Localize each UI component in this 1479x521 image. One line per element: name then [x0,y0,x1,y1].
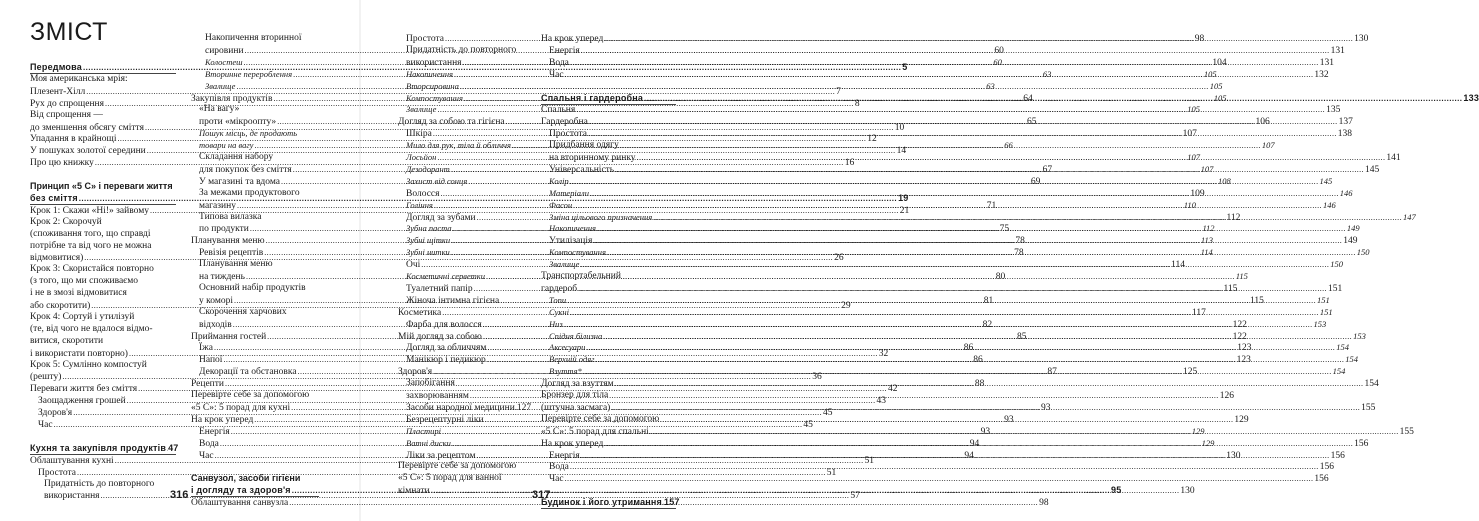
toc-entry-page: 147 [1403,211,1416,222]
toc-entry-page: 98 [1194,34,1205,44]
toc-entry-title: до зменшення обсягу сміття [30,122,144,133]
toc-entry-title: За межами продуктового [199,187,300,198]
toc-entry-page: 87 [1047,367,1057,378]
toc-entry-title: проти «мікроопту» [199,117,277,128]
toc-entry-title: У пошуках золотої середини [30,146,146,157]
toc-entry-page: 109 [1190,188,1205,199]
toc-entry-title: Вторинне перероблення [205,68,293,79]
toc-entry-page: 107 [1261,140,1275,151]
toc-entry-title: Пластирі [406,425,441,436]
toc-entry-page: 64 [1023,93,1033,104]
toc-entry-title: Догляд за собою та гігієна [398,117,505,128]
toc-entry-title: Утилізація [549,236,593,247]
toc-entry-page: 51 [864,455,875,466]
toc-entry-title: Спідня білизна [549,330,603,341]
toc-entry-page: 129 [1201,437,1215,448]
toc-entry-page: 105 [1203,68,1217,79]
dot-leader [587,127,1338,140]
toc-entry-title: Транспортабельний [541,271,621,281]
toc-entry-title: Крок 4: Сортуй і утилізуй [30,311,135,322]
toc-entry-page: 145 [1319,175,1333,186]
toc-entry-page: 88 [974,379,985,390]
toc-entry-title: Манікюр і педикюр [406,355,486,366]
toc-entry-page: 66 [1004,140,1013,151]
toc-entry-title: Зубні нитки [406,247,450,258]
toc-entry-title: Безрецептурні ліки [406,414,484,425]
toc-entry-title: Типова вилазка [199,211,262,222]
toc-entry-title: Від спрощення — [30,109,103,120]
toc-entry-title: Догляд за зубами [406,212,476,223]
toc-entry-title: Перевірте себе за допомогою [191,390,310,400]
toc-entry-page: 36 [812,372,822,383]
toc-entry-title: У магазині та вдома [199,176,280,187]
page-number-right: 317 [532,489,551,501]
toc-entry-title: Напої [199,355,223,366]
toc-entry-page: 130 [1180,486,1195,497]
toc-entry-title: Плезент-Хілл [30,86,86,97]
toc-entry-title: Накопичення вторинної [205,33,302,43]
toc-entry-title: Кухня та закупівля продуктів [30,442,167,453]
toc-entry-page: 86 [963,343,974,354]
toc-entry-title: Закупівля продуктів [191,93,273,104]
toc-entry-title: Ватні диски [406,437,451,448]
toc-entry-title: Вода [199,438,219,449]
toc-entry-page: 43 [876,396,886,407]
toc-entry-title: На крок уперед [541,438,604,449]
toc-entry-title: Колостеш [205,56,243,67]
toc-entry-title: Час [549,69,564,80]
toc-entry-page: 93 [980,426,991,437]
toc-entry-page: 12 [867,134,877,145]
toc-entry-page: 85 [1016,331,1027,342]
toc-entry-title: Вода [549,57,569,68]
toc-entry-title: Простота [38,467,76,478]
toc-entry-title: Заощадження грошей [38,396,126,407]
toc-entry-title: (споживання того, що справді [30,228,151,239]
toc-entry-title: Звалище [205,80,236,91]
toc-entry-page: 105 [1213,92,1227,103]
toc-entry-title: або скоротити) [30,301,91,311]
toc-entry-page: 150 [1356,247,1370,258]
toc-entry-page: 126 [1219,391,1234,401]
toc-entry-page: 7 [836,86,841,97]
toc-entry-title: Лосьйон [406,152,437,162]
toc-entry-page: 156 [1314,474,1329,485]
toc-entry-page: 78 [1015,236,1025,247]
toc-entry-title: Гардеробна [541,117,588,128]
toc-entry-title: по продукти [199,224,249,235]
toc-entry-page: 157 [664,497,680,508]
toc-entry-page: 94 [969,438,980,449]
toc-entry-page: 57 [850,491,860,502]
toc-entry-page: 65 [1027,117,1037,128]
toc-entry-page: 154 [1364,379,1379,390]
toc-entry-page: 114 [1200,247,1213,258]
toc-entry-title: Складання набору [199,152,274,162]
toc-entry-title: Здоров'я [398,367,433,378]
toc-entry-title: Матеріали [549,187,589,198]
toc-entry-page: 138 [1337,129,1353,140]
toc-entry-page: 122 [1232,331,1247,342]
toc-entry-title: Догляд за взуттям [541,379,614,390]
toc-entry-title: Зубні щітки [406,235,451,246]
toc-entry-page: 130 [1354,34,1369,44]
toc-entry-title: сировини [205,45,244,56]
toc-entry-page: 63 [986,80,995,91]
toc-entry-page: 156 [1319,462,1334,473]
toc-entry-page: 131 [1330,45,1345,56]
toc-entry-title: на тиждень [199,272,245,282]
toc-entry-title: відмовитися) [30,253,84,264]
toc-entry-page: 67 [1042,164,1053,175]
toc-entry-title: Туалетний папір [406,283,473,294]
toc-entry-title: гардероб [541,283,578,294]
toc-entry-title: Універсальність [549,164,615,175]
toc-entry-title: Крок 2: Скорочуй [30,216,102,227]
toc-entry-title: Пошук місць, де продають [199,128,298,139]
toc-entry-page: 129 [1234,414,1249,425]
toc-entry-title: «5 С»: 5 порад для спальні [541,426,649,437]
toc-entry-page: 151 [1327,283,1343,294]
toc-entry-title: і використати повторно) [30,348,128,359]
toc-entry-title: «На вагу» [199,104,240,115]
toc-entry-title: Енергія [549,45,580,56]
toc-entry-title: використання [406,57,462,68]
toc-entry-page: 45 [823,408,833,419]
toc-entry-title: Крок 1: Скажи «Ні!» зайвому [30,205,149,216]
toc-entry-page: 115 [1235,271,1248,281]
toc-entry-title: Мило для рук, тіла й обличчя [406,140,512,151]
toc-entry-title: без сміття [30,192,78,203]
toc-entry-title: Сукні [549,306,569,317]
toc-entry-page: 21 [899,205,910,216]
toc-entry-title: Вода [549,462,569,473]
toc-entry-page: 60 [993,56,1002,67]
toc-entry-title: На крок уперед [191,414,254,425]
toc-entry-title: Приймання гостей [191,331,267,342]
toc-entry-page: 94 [964,450,974,461]
toc-entry-page: 105 [1209,80,1223,91]
toc-entry-title: Простота [406,34,444,44]
toc-entry-title: Засоби народної медицини [406,402,515,413]
toc-entry-title: Час [549,474,564,485]
toc-entry-page: 107 [1182,129,1197,140]
toc-entry-title: Мій догляд за собою [398,331,482,342]
toc-entry-page: 123 [1236,355,1251,366]
toc-entry-title: Енергія [549,450,580,461]
toc-entry-title: (решту) [30,372,62,383]
toc-entry-page: 154 [1345,354,1359,365]
toc-entry-page: 146 [1339,187,1353,198]
toc-entry-title: Скорочення харчових [199,306,287,317]
toc-entry-title: Упадання в крайнощі [30,134,117,145]
toc-entry-page: 98 [1039,498,1049,509]
toc-entry-title: Облаштування санвузла [191,498,289,509]
toc-entry-title: Ревізія рецептів [199,248,264,259]
toc-entry-title: Спальня [541,105,576,116]
toc-entry-page: 153 [1313,318,1327,329]
toc-entry-title: і догляду та здоров'я [191,485,291,496]
toc-entry-page: 132 [1314,69,1329,80]
toc-entry-page: 149 [1346,223,1360,234]
toc-entry-title: Запобігання [406,378,455,389]
toc-entry-page: 106 [1255,117,1270,128]
toc-entry-page: 133 [1463,92,1479,103]
toc-entry-title: Взуття* [549,366,582,377]
toc-entry-title: кімнати [398,486,430,497]
toc-entry-title: Догляд за обличчям [406,343,487,354]
toc-entry-page: 145 [1364,164,1380,175]
toc-entry-page: 137 [1338,117,1353,128]
toc-entry-title: Крок 3: Скористайся повторно [30,264,154,275]
toc-entry-title: Час [199,450,214,461]
toc-entry-title: Накопичення [549,223,597,234]
toc-entry-title: захворюванням [406,391,469,401]
toc-entry-page: 129 [1191,425,1205,436]
toc-entry-title: Волосся [406,188,440,199]
toc-entry-title: Планування меню [191,236,265,247]
toc-entry-title: На крок уперед [541,34,604,44]
toc-entry-title: Придатність до повторного [44,478,155,489]
toc-entry-page: 123 [1237,343,1252,354]
toc-entry-page: 112 [1226,212,1241,223]
toc-entry-page: 105 [1187,104,1201,115]
toc-entry-title: Рецепти [191,379,224,390]
toc-entry-page: 135 [1326,105,1341,116]
toc-entry-title: «5 С»: 5 порад для ванної [398,473,502,484]
toc-entry-page: 78 [1014,248,1024,259]
toc-entry-title: і не в змозі відмовитися [30,288,127,299]
toc-entry-title: витися, скоротити [30,335,104,346]
toc-entry-title: Спальня і гардеробна [541,92,644,103]
toc-entry-page: 8 [854,98,860,109]
toc-entry-page: 130 [1226,450,1241,461]
toc-entry-page: 113 [1200,235,1214,246]
toc-entry-page: 71 [986,200,997,211]
dot-leader [610,401,1361,414]
toc-entry-title: Шкіра [406,129,432,140]
toc-entry-title: Фарба для волосся [406,319,482,330]
toc-entry-title: Моя американська мрія: [30,73,128,84]
toc-entry-page: 51 [826,467,837,478]
toc-entry-page: 131 [1319,57,1334,68]
toc-entry-title: Гоління [406,199,433,210]
toc-entry-title: Передмова [30,62,82,72]
toc-entry-title: Очі [406,260,421,271]
page-number-left: 316 [170,489,189,501]
toc-entry-title: Захист від сонця [406,175,468,186]
toc-entry-title: Дезодорант [406,163,450,174]
toc-entry-page: 93 [1040,402,1051,413]
toc-entry-page: 60 [994,45,1004,56]
toc-entry-title: для покупок без сміття [199,164,292,175]
toc-entry-title: Фасон [549,199,573,210]
toc-entry-title: «5 С»: 5 порад для кухні [191,402,291,413]
toc-entry-title: (те, від чого не вдалося відмо- [30,323,153,334]
toc-entry-title: Вторсировина [406,80,459,91]
toc-entry-page: 63 [1042,68,1052,79]
toc-entry-title: Колір [549,175,569,186]
toc-entry-title: Верхній одяг [549,354,595,365]
toc-entry-title: Топи [549,294,567,305]
toc-entry-title: Час [38,420,53,430]
toc-entry-title: Звалище [549,259,580,270]
toc-entry-title: Основний набір продуктів [199,282,306,293]
toc-entry-page: 82 [982,319,993,330]
toc-entry-page: 93 [1004,414,1014,425]
toc-entry-page: 86 [973,355,983,366]
toc-entry-page: 156 [1330,450,1345,461]
dot-leader [564,68,1315,81]
toc-entry-page: 47 [168,442,179,453]
toc-entry-title: Придбання одягу [549,140,619,151]
toc-entry-page: 10 [894,122,905,133]
toc-entry-title: Бронзер для тіла [541,390,609,400]
toc-entry-title: Здоров'я [38,408,73,419]
toc-entry-page: 125 [1183,367,1198,378]
dot-leader [614,377,1365,390]
toc-entry-page: 104 [1212,57,1227,68]
toc-entry-title: Накопичення [406,68,454,79]
toc-entry-page: 151 [1316,294,1330,305]
toc-entry-page: 69 [1030,176,1041,187]
toc-entry-title: товари на вагу [199,140,254,151]
dot-leader [579,258,1330,271]
toc-entry-page: 155 [1399,426,1414,437]
toc-entry-title: у коморі [199,295,233,306]
toc-entry-title: Косметичні серветки [406,271,485,281]
toc-entry-page: 154 [1336,342,1349,353]
toc-entry-title: Крок 5: Сумлінно компостуй [30,359,147,370]
toc-entry-page: 45 [803,420,813,430]
toc-entry-title: Їжа [199,343,213,354]
toc-entry-title: Придатність до повторного [406,44,517,55]
toc-entry-title: Компостування [406,92,463,103]
toc-entry-page: 75 [999,224,1010,235]
toc-entry-page: 81 [983,295,994,306]
toc-entry-title: на вторинному ринку [549,153,636,163]
toc-entry-title: Санвузол, засоби гігієни [191,473,301,484]
toc-entry-page: 115 [1250,295,1264,306]
toc-entry-title: Простота [549,129,587,140]
toc-entry-title: Переваги життя без сміття [30,384,138,395]
toc-entry-page: 42 [887,384,898,395]
toc-entry-page: 156 [1354,438,1369,449]
toc-entry-title: Перевірте себе за допомогою [541,413,660,424]
toc-entry-page: 14 [896,146,907,157]
toc-entry-page: 153 [1353,330,1366,341]
toc-entry-title: Низ [549,318,563,329]
toc-entry-page: 112 [1202,223,1215,234]
toc-entry-page: 110 [1183,199,1196,210]
toc-entry-page: 150 [1330,259,1344,270]
toc-entry-title: Компостування [549,247,606,258]
toc-entry-page: 127 [516,402,532,413]
toc-entry-title: Ліки за рецептом [406,450,476,461]
toc-entry-page: 146 [1322,199,1336,210]
toc-entry-title: Зубна паста [406,223,452,234]
toc-entry-page: 5 [902,62,908,72]
page-title: ЗМІСТ [30,18,108,46]
toc-entry-title: використання [44,491,100,502]
dot-leader [564,472,1315,485]
toc-entry-page: 154 [1332,366,1346,377]
toc-entry-page: 26 [834,253,844,264]
toc-entry-page: 115 [1223,283,1238,294]
toc-entry-page: 114 [1171,260,1185,271]
toc-entry-page: 16 [844,158,855,169]
toc-entry-title: Перевірте себе за допомогою [398,461,517,472]
toc-entry-page: 32 [878,348,889,359]
toc-entry-page: 122 [1232,319,1247,330]
toc-entry-title: Планування меню [199,259,273,270]
toc-entry-page: 155 [1361,402,1376,413]
toc-entry-title: Зміна цільового призначення [549,211,653,222]
toc-entry-title: Енергія [199,426,230,437]
section-heading-underline [541,508,676,509]
toc-entry-page: 29 [841,301,851,311]
toc-entry-page: 108 [1218,175,1231,186]
toc-entry-title: (з того, що ми споживаємо [30,276,139,287]
toc-entry-page: 141 [1386,153,1401,163]
toc-entry-title: Аксесуари [549,342,586,353]
toc-entry-page: 80 [995,272,1006,282]
toc-entry-page: 117 [1192,307,1206,318]
toc-entry-title: Рух до спрощення [30,98,104,109]
toc-entry-title: Принцип «5 С» і переваги життя [30,181,173,191]
toc-entry-title: потрібне та від чого не можна [30,240,152,251]
toc-entry-page: 19 [898,192,909,203]
toc-entry-title: відходів [199,319,232,330]
toc-entry-title: Про цю книжку [30,158,94,169]
toc-entry-page: 151 [1319,306,1333,317]
toc-entry-page: 107 [1200,163,1214,174]
toc-entry-title: (штучна засмага) [541,402,611,413]
toc-entry-page: 107 [1187,152,1200,162]
toc-entry-title: Жіноча інтимна гігієна [406,295,500,306]
toc-entry-page: 95 [1111,485,1122,496]
toc-entry-title: Облаштування кухні [30,455,114,466]
toc-entry-title: Звалище [406,104,437,115]
toc-entry-title: Косметика [398,307,442,318]
toc-entry-title: Декорації та обстановка [199,367,297,378]
toc-entry-title: магазину [199,200,236,211]
toc-entry-page: 149 [1343,236,1358,247]
toc-entry-title: Будинок і його утримання [541,497,662,508]
